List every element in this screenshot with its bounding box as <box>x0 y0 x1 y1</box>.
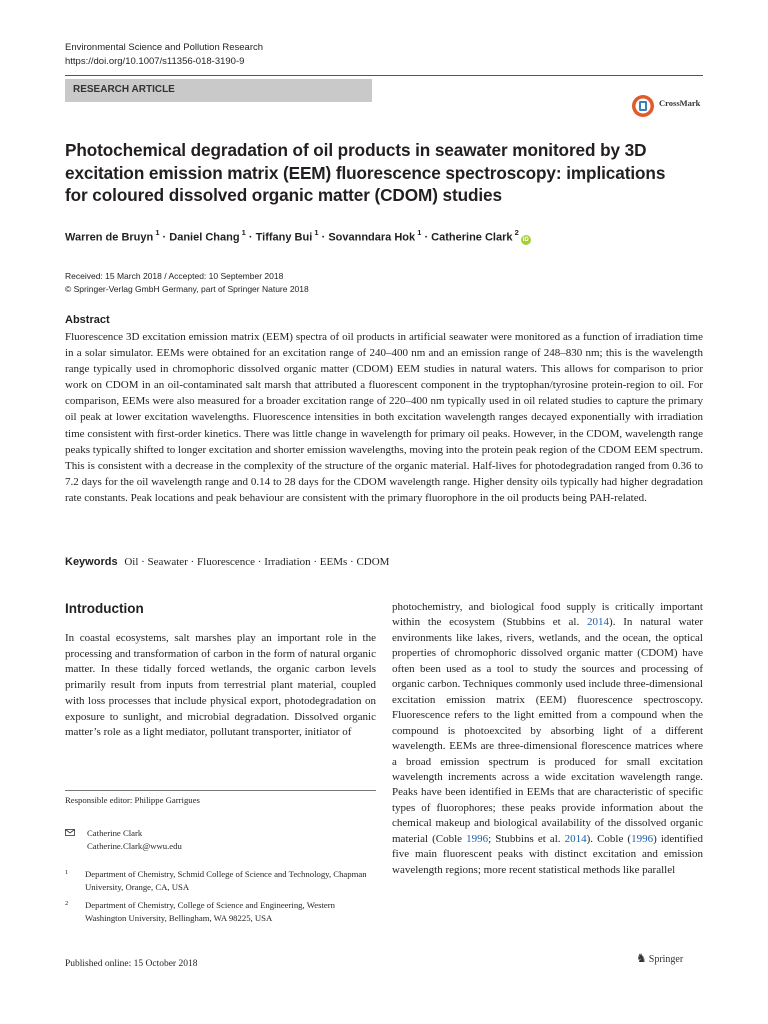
author-affiliation-mark: 2 <box>512 228 519 237</box>
affiliation-text: Department of Chemistry, College of Science and Engineering, Western Washington University, Bellingham, WA 98225, USA <box>85 900 335 923</box>
orcid-icon[interactable]: iD <box>522 236 529 243</box>
springer-horse-icon: ♞ <box>636 951 647 965</box>
affiliation-2 <box>65 899 376 925</box>
doi-link[interactable]: https://doi.org/10.1007/s11356-018-3190-9 <box>65 56 245 67</box>
envelope-icon <box>65 829 75 836</box>
intro-right-column <box>392 600 703 878</box>
affiliation-text: Department of Chemistry, Schmid College of Science and Technology, Chapman University, Orange, CA, USA <box>85 869 367 892</box>
intro-text: ). Coble ( <box>586 832 632 845</box>
affiliation-1 <box>65 868 376 894</box>
abstract-body: Fluorescence 3D excitation emission matrix (EEM) spectra of oil products in artificial seawater were monitored as a function of irradiation time in a solar simulator. EEMs were obtained for an excitation range of 240–400 nm and an emission range of 248–830 nm; this is the wavelength range typically used in chromophoric dissolved organic matter (CDOM) EEM studies in natural waters. This allows for comparison to prior work on CDOM in an oil-contaminated salt marsh that attributed a fluorescent component in the tryptophan/tyrosine protein-region to oil. For comparison, EEMs were also measured for a broader excitation range of 220–400 nm typically used in oil related studies to capture the primary oil peak at lower excitation wavelengths. Fluorescence intensities in both excitation wavelength ranges decayed exponentially with irradiation time consistent with first-order kinetics. There was little change in wavelength for primary oil peaks. However, in the CDOM, wavelength range peaks typically shifted to longer excitation and shorter emission wavelengths, moving into the protein peak region of the CDOM EEM spectrum. This is consistent with a decrease in the complexity of the structure of the organic material. Half-lives for photodegradation ranged from 0.36 to 7.2 days for the oil wavelength range and 0.14 to 28 days for the CDOM wavelength range. Higher density oils typically had higher degradation rate constants. Peak locations and peak behaviour are consistent with the primary fluorophore in the oil products being PAH-related. <box>65 331 703 504</box>
publisher-logo <box>636 951 683 966</box>
author-name[interactable]: Warren de Bruyn <box>65 231 154 244</box>
copyright-line: © Springer-Verlag GmbH Germany, part of Springer Nature 2018 <box>65 284 309 294</box>
author-affiliation-mark: 1 <box>415 228 422 237</box>
author-separator: · <box>159 231 170 244</box>
responsible-editor: Responsible editor: Philippe Garrigues <box>65 795 200 805</box>
author-name[interactable]: Daniel Chang <box>169 231 240 244</box>
citation-link[interactable]: 2014 <box>564 832 587 845</box>
intro-text: ). In natural water environments like lakes, rivers, wetlands, and the ocean, the optical properties of chromophoric dissolved organic matter (CDOM) have often been used as a tool to study the sources and processing of organic carbon. Techniques commonly used include three-dimensional excitation emission matrix (EEM) fluorescence spectroscopy. Fluorescence refers to the light emitted from a compound when the compound is photoexcited by absorbing light of a different wavelength. EEMs are three-dimensional florescence matrices where a broad emission spectrum is produced for small excitation wavelength increments across a wide excitation wavelength range. Peaks have been identified in EEMs that are characteristic of specific types of fluorophores; these peaks provide information about the chemical makeup and biological availability of the dissolved organic material (Coble <box>392 616 703 845</box>
author-separator: · <box>421 231 432 244</box>
author-separator: · <box>318 231 329 244</box>
journal-header <box>65 41 263 69</box>
author-name[interactable]: Tiffany Bui <box>255 231 313 244</box>
intro-text: photochemistry, and biological food supply is critically important within the ecosystem (Stubbins et al. <box>392 601 703 629</box>
intro-left-column: In coastal ecosystems, salt marshes play an important role in the processing and transformation of carbon in the form of natural organic matter. In these tidally forced wetlands, the organic carbon levels primarily result from inputs from terrestrial plant material, coupled with loss processes that include physical export, photodegradation on exposure to sunlight, and microbial degradation. Dissolved organic matter’s role as a light mediator, pollutant transporter, initiator of <box>65 632 376 739</box>
author-affiliation-mark: 1 <box>153 228 160 237</box>
citation-link[interactable]: 1996 <box>466 832 489 845</box>
corresponding-author <box>65 827 182 853</box>
contact-email[interactable]: Catherine.Clark@wwu.edu <box>87 841 182 851</box>
crossmark-label[interactable]: CrossMark <box>659 98 701 108</box>
article-type-banner: RESEARCH ARTICLE <box>65 79 372 102</box>
introduction-heading: Introduction <box>65 601 144 616</box>
article-title: Photochemical degradation of oil products in seawater monitored by 3D excitation emission matrix (EEM) fluorescence spectroscopy: implications for coloured dissolved organic matter (CDOM) studies <box>65 140 666 205</box>
citation-link[interactable]: 1996 <box>631 832 654 845</box>
article-dates <box>65 270 309 296</box>
published-online: Published online: 15 October 2018 <box>65 959 198 969</box>
keywords <box>65 556 389 568</box>
abstract-heading: Abstract <box>65 314 110 326</box>
intro-text: ; Stubbins et al. <box>488 832 565 845</box>
publisher-name: Springer <box>648 954 684 965</box>
affiliation-number: 2 <box>65 900 69 907</box>
author-list <box>65 229 531 245</box>
author-name[interactable]: Catherine Clark <box>431 231 513 244</box>
contact-name: Catherine Clark <box>87 828 143 838</box>
keywords-label: Keywords <box>65 556 118 568</box>
header-rule <box>65 75 703 76</box>
affiliation-number: 1 <box>65 869 69 876</box>
received-accepted: Received: 15 March 2018 / Accepted: 10 September 2018 <box>65 271 284 281</box>
author-affiliation-mark: 1 <box>239 228 246 237</box>
author-separator: · <box>245 231 256 244</box>
journal-name: Environmental Science and Pollution Research <box>65 42 264 53</box>
citation-link[interactable]: 2014 <box>587 616 610 629</box>
keywords-list: Oil · Seawater · Fluorescence · Irradiation · EEMs · CDOM <box>124 556 390 568</box>
author-affiliation-mark: 1 <box>312 228 319 237</box>
author-name[interactable]: Sovanndara Hok <box>328 231 416 244</box>
intro-text: ) identified five main fluorescent peaks with distinct excitation and emission wavelength regions; more recent statistical methods like parallel <box>392 832 703 876</box>
footnote-rule <box>65 790 376 791</box>
